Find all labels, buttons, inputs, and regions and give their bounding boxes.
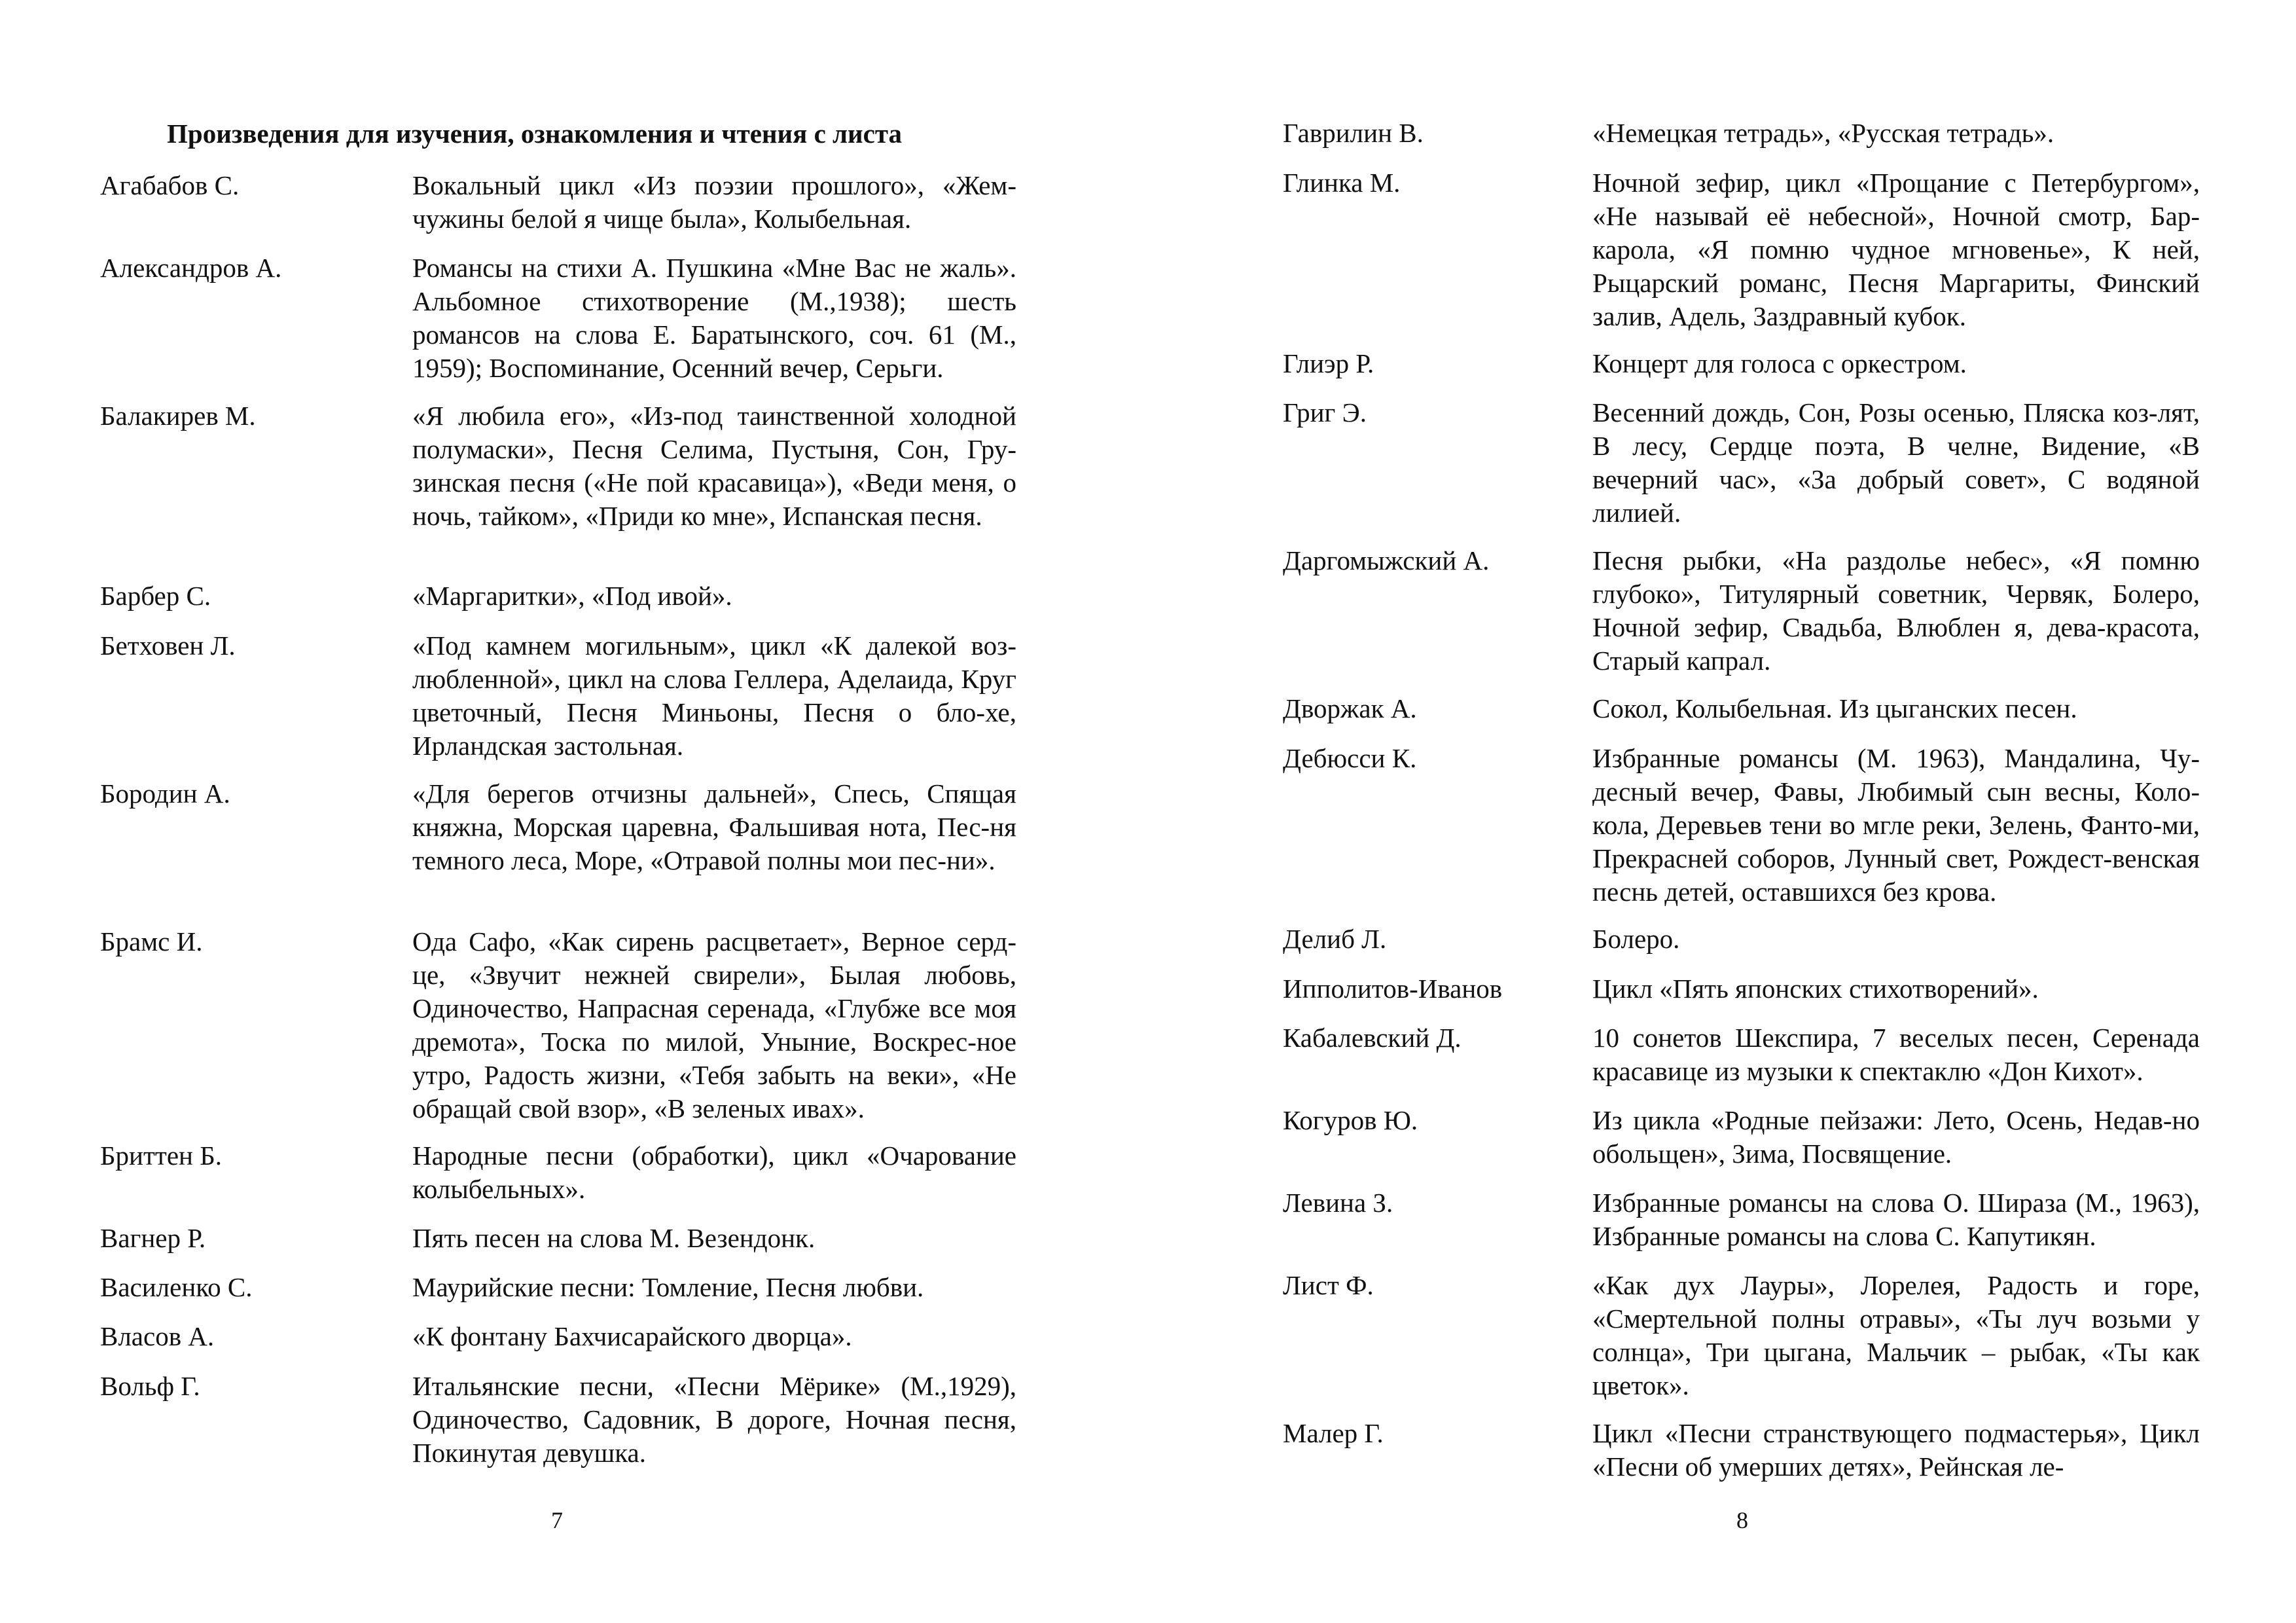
works-text: Пять песен на слова М. Везендонк. — [412, 1223, 816, 1253]
composer-name: Дворжак А. — [1283, 693, 1417, 723]
composer-name: Бородин А. — [100, 778, 230, 809]
works-text: «К фонтану Бахчисарайского дворца». — [412, 1321, 852, 1351]
composer-name: Ипполитов-Иванов — [1283, 974, 1503, 1004]
composer-name: Кабалевский Д. — [1283, 1023, 1462, 1053]
works-text: «Маргаритки», «Под ивой». — [412, 581, 732, 611]
works-text: Маурийские песни: Томление, Песня любви. — [412, 1272, 924, 1302]
composer-name: Власов А. — [100, 1321, 215, 1351]
works-text: Романсы на стихи А. Пушкина «Мне Вас не жаль». Альбомное стихотворение (М.,1938); шесть романсов на слова Е. Баратынского, соч. 61 (М., 1959); Воспоминание, Осенний вечер, Серьги. — [412, 253, 1016, 383]
composer-name: Григ Э. — [1283, 397, 1367, 428]
works-text: Избранные романсы на слова О. Шираза (М., 1963), Избранные романсы на слова С. Капутикян. — [1592, 1188, 2200, 1251]
composer-name: Вольф Г. — [100, 1371, 200, 1401]
works-text: Концерт для голоса с оркестром. — [1592, 348, 1967, 378]
right-page — [1148, 0, 2296, 1623]
works-text: Песня рыбки, «На раздолье небес», «Я помню глубоко», Титулярный советник, Червяк, Болеро, Ночной зефир, Свадьба, Влюблен я, дева-красота, Старый капрал. — [1592, 545, 2200, 676]
works-text: Избранные романсы (М. 1963), Мандалина, Чу-десный вечер, Фавы, Любимый сын весны, Коло-кола, Деревьев тени во мгле реки, Зелень, Фанто-ми, Прекрасней соборов, Лунный свет, Рождест-венская песнь детей, оставшихся без крова. — [1592, 743, 2200, 907]
page-number: 7 — [551, 1507, 563, 1533]
composer-name: Дебюсси К. — [1283, 743, 1417, 773]
section-heading: Произведения для изучения, ознакомления и чтения с листа — [167, 119, 902, 149]
composer-name: Левина З. — [1283, 1188, 1393, 1218]
works-text: «Для берегов отчизны дальней», Спесь, Спящая княжна, Морская царевна, Фальшивая нота, Пес-ня темного леса, Море, «Отравой полны мои пес-ни». — [412, 778, 1016, 875]
composer-name: Балакирев М. — [100, 401, 256, 431]
composer-name: Гаврилин В. — [1283, 118, 1424, 148]
composer-name: Василенко С. — [100, 1272, 253, 1302]
works-text: Цикл «Пять японских стихотворений». — [1592, 974, 2039, 1004]
composer-name: Малер Г. — [1283, 1418, 1384, 1448]
composer-name: Вагнер Р. — [100, 1223, 206, 1253]
page-number: 8 — [1736, 1507, 1748, 1533]
works-text: Народные песни (обработки), цикл «Очарование колыбельных». — [412, 1140, 1016, 1204]
works-text: Итальянские песни, «Песни Мёрике» (М.,1929), Одиночество, Садовник, В дороге, Ночная песня, Покинутая девушка. — [412, 1371, 1016, 1468]
composer-name: Глиэр Р. — [1283, 348, 1374, 378]
composer-name: Бетховен Л. — [100, 630, 236, 661]
works-text: Вокальный цикл «Из поэзии прошлого», «Жем-чужины белой я чище была», Колыбельная. — [412, 170, 1016, 234]
composer-name: Даргомыжский А. — [1283, 545, 1490, 575]
works-text: Болеро. — [1592, 924, 1680, 954]
composer-name: Делиб Л. — [1283, 924, 1387, 954]
works-text: «Я любила его», «Из-под таинственной холодной полумаски», Песня Селима, Пустыня, Сон, Гру-зинская песня («Не пой красавица»), «Веди меня, о ночь, тайком», «Приди ко мне», Испанская песня. — [412, 401, 1016, 531]
works-text: 10 сонетов Шекспира, 7 веселых песен, Серенада красавице из музыки к спектаклю «Дон Кихот». — [1592, 1023, 2200, 1086]
works-text: «Под камнем могильным», цикл «К далекой воз-любленной», цикл на слова Геллера, Аделаида, Круг цветочный, Песня Миньоны, Песня о бло-хе, Ирландская застольная. — [412, 630, 1016, 761]
works-text: Сокол, Колыбельная. Из цыганских песен. — [1592, 693, 2077, 723]
works-text: Цикл «Песни странствующего подмастерья», Цикл «Песни об умерших детях», Рейнская ле- — [1592, 1418, 2200, 1482]
composer-name: Агабабов С. — [100, 170, 240, 200]
composer-name: Барбер С. — [100, 581, 211, 611]
composer-name: Бриттен Б. — [100, 1140, 223, 1171]
composer-name: Когуров Ю. — [1283, 1105, 1418, 1135]
works-text: Ночной зефир, цикл «Прощание с Петербургом», «Не называй её небесной», Ночной смотр, Бар-карола, «Я помню чудное мгновенье», К ней, Рыцарский романс, Песня Маргариты, Финский залив, Адель, Заздравный кубок. — [1592, 168, 2200, 331]
composer-name: Глинка М. — [1283, 168, 1401, 198]
composer-name: Брамс И. — [100, 926, 203, 957]
composer-name: Лист Ф. — [1283, 1270, 1374, 1300]
composer-name: Александров А. — [100, 253, 282, 283]
works-text: Ода Сафо, «Как сирень расцветает», Верное серд-це, «Звучит нежней свирели», Былая любовь, Одиночество, Напрасная серенада, «Глубже все моя дремота», Тоска по милой, Уныние, Воскрес-ное утро, Радость жизни, «Тебя забыть на веки», «Не обращай свой взор», «В зеленых ивах». — [412, 926, 1016, 1123]
works-text: «Немецкая тетрадь», «Русская тетрадь». — [1592, 118, 2054, 148]
works-text: «Как дух Лауры», Лорелея, Радость и горе, «Смертельной полны отравы», «Ты луч возьми у солнца», Три цыгана, Мальчик – рыбак, «Ты как цветок». — [1592, 1270, 2200, 1400]
works-text: Из цикла «Родные пейзажи: Лето, Осень, Недав-но обольщен», Зима, Посвящение. — [1592, 1105, 2200, 1169]
works-text: Весенний дождь, Сон, Розы осенью, Пляска коз-лят, В лесу, Сердце поэта, В челне, Видение, «В вечерний час», «За добрый совет», С водяной лилией. — [1592, 397, 2200, 528]
